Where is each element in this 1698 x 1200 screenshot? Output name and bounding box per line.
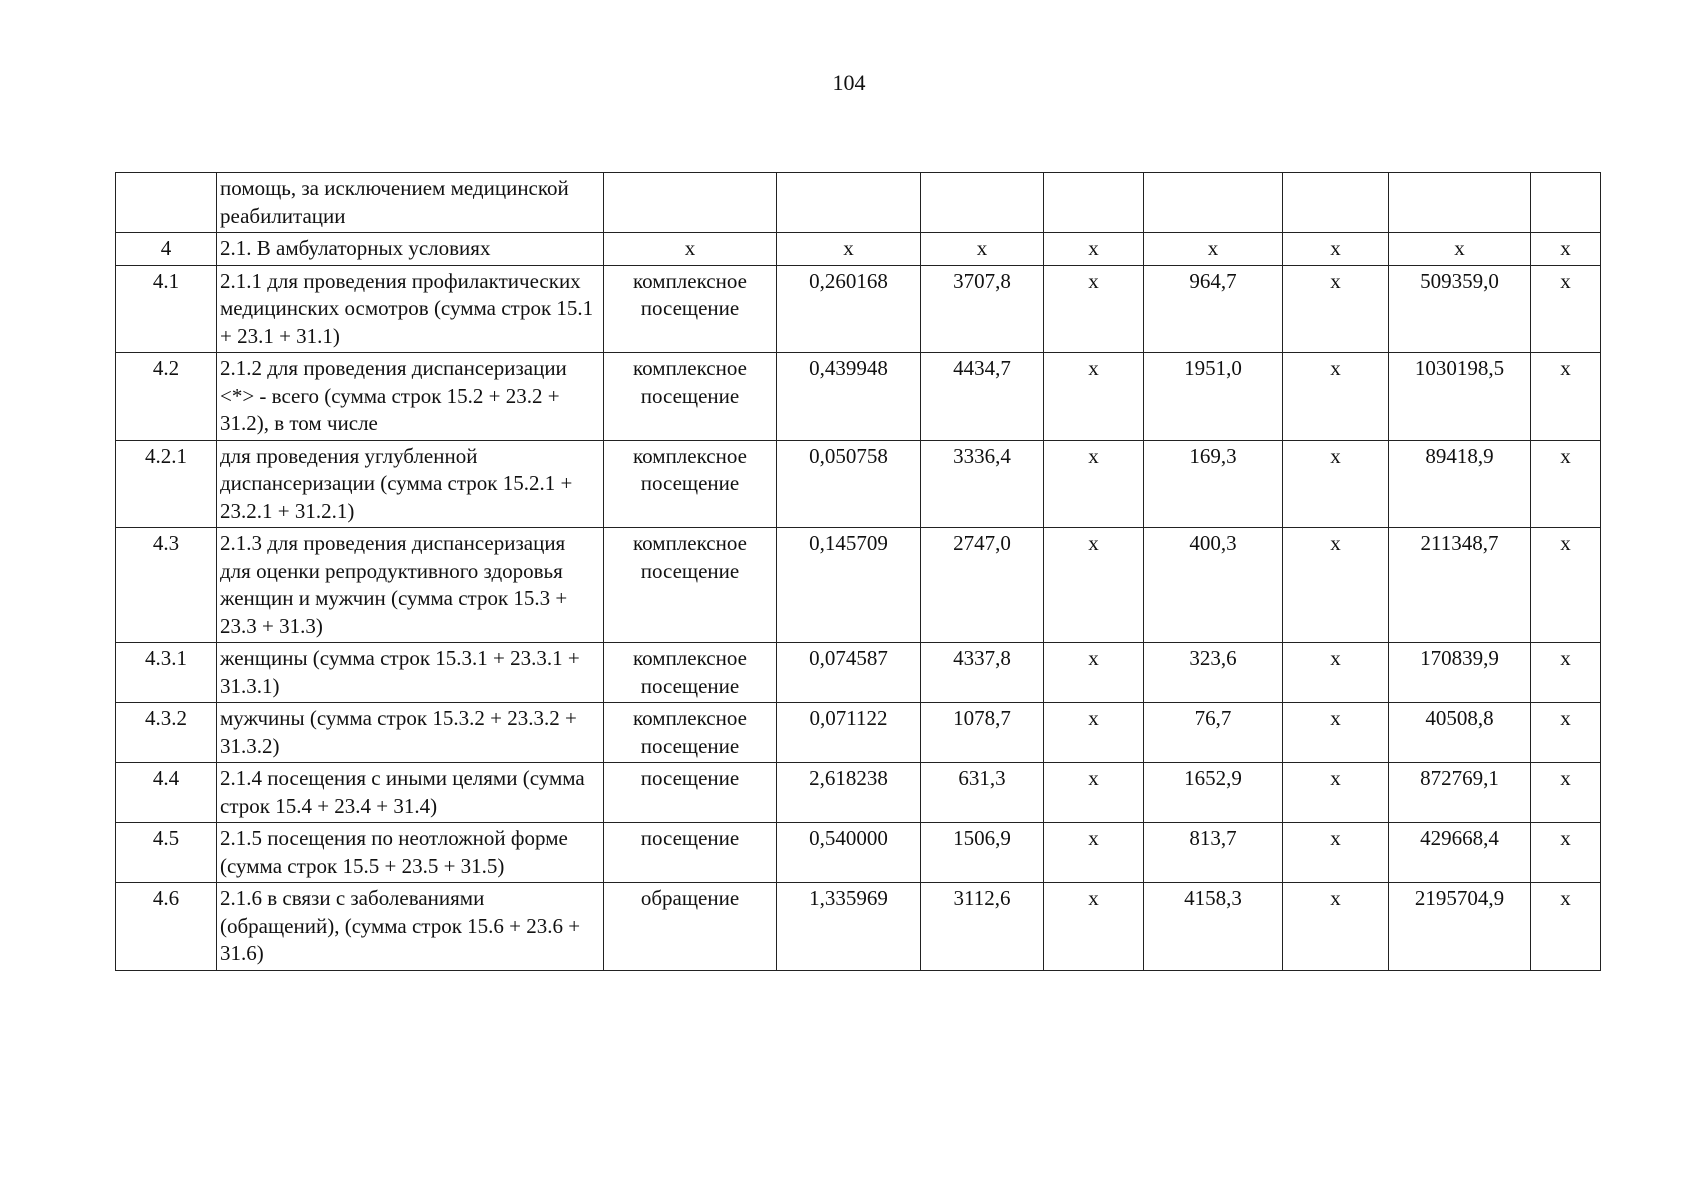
table-row xyxy=(116,703,1601,763)
value-cell-3: х xyxy=(1044,883,1144,971)
value-cell-2 xyxy=(921,173,1044,233)
unit-cell: комплексное посещение xyxy=(604,703,777,763)
value-cell-5: х xyxy=(1283,823,1389,883)
row-number-cell: 4.1 xyxy=(116,265,217,353)
value-cell-6: 509359,0 xyxy=(1389,265,1531,353)
value-cell-6: 211348,7 xyxy=(1389,528,1531,643)
value-cell-3: х xyxy=(1044,528,1144,643)
unit-cell: комплексное посещение xyxy=(604,643,777,703)
value-cell-3: х xyxy=(1044,823,1144,883)
unit-cell: х xyxy=(604,233,777,266)
value-cell-7: х xyxy=(1531,823,1601,883)
value-cell-5: х xyxy=(1283,353,1389,441)
value-cell-6: х xyxy=(1389,233,1531,266)
unit-cell: комплексное посещение xyxy=(604,528,777,643)
table-row xyxy=(116,233,1601,266)
row-number-cell xyxy=(116,173,217,233)
value-cell-5: х xyxy=(1283,643,1389,703)
unit-cell: комплексное посещение xyxy=(604,353,777,441)
row-number-cell: 4.3.2 xyxy=(116,703,217,763)
table-row xyxy=(116,643,1601,703)
value-cell-4: 4158,3 xyxy=(1144,883,1283,971)
row-number-cell: 4.6 xyxy=(116,883,217,971)
value-cell-3: х xyxy=(1044,643,1144,703)
value-cell-2: 3707,8 xyxy=(921,265,1044,353)
unit-cell: комплексное посещение xyxy=(604,440,777,528)
value-cell-4: 1652,9 xyxy=(1144,763,1283,823)
value-cell-6: 89418,9 xyxy=(1389,440,1531,528)
unit-cell: комплексное посещение xyxy=(604,265,777,353)
value-cell-1: х xyxy=(777,233,921,266)
value-cell-1: 0,050758 xyxy=(777,440,921,528)
value-cell-7: х xyxy=(1531,883,1601,971)
value-cell-2: 3112,6 xyxy=(921,883,1044,971)
row-number-cell: 4 xyxy=(116,233,217,266)
value-cell-3: х xyxy=(1044,265,1144,353)
indicator-name-cell: для проведения углубленной диспансеризации (сумма строк 15.2.1 + 23.2.1 + 31.2.1) xyxy=(217,440,604,528)
indicator-name-cell: 2.1.4 посещения с иными целями (сумма строк 15.4 + 23.4 + 31.4) xyxy=(217,763,604,823)
value-cell-2: 2747,0 xyxy=(921,528,1044,643)
indicator-name-cell: 2.1. В амбулаторных условиях xyxy=(217,233,604,266)
table-row xyxy=(116,883,1601,971)
indicator-name-cell: 2.1.1 для проведения профилактических медицинских осмотров (сумма строк 15.1 + 23.1 + 31.1) xyxy=(217,265,604,353)
row-number-cell: 4.4 xyxy=(116,763,217,823)
value-cell-1: 0,071122 xyxy=(777,703,921,763)
table-row xyxy=(116,265,1601,353)
value-cell-2: 1078,7 xyxy=(921,703,1044,763)
indicator-name-cell: 2.1.3 для проведения диспансеризация для оценки репродуктивного здоровья женщин и мужчин (сумма строк 15.3 + 23.3 + 31.3) xyxy=(217,528,604,643)
value-cell-1: 0,260168 xyxy=(777,265,921,353)
value-cell-2: х xyxy=(921,233,1044,266)
value-cell-6: 40508,8 xyxy=(1389,703,1531,763)
indicator-name-cell: помощь, за исключением медицинской реабилитации xyxy=(217,173,604,233)
value-cell-1: 0,145709 xyxy=(777,528,921,643)
value-cell-5: х xyxy=(1283,528,1389,643)
indicator-name-cell: женщины (сумма строк 15.3.1 + 23.3.1 + 31.3.1) xyxy=(217,643,604,703)
table-row xyxy=(116,173,1601,233)
unit-cell: посещение xyxy=(604,763,777,823)
value-cell-6: 2195704,9 xyxy=(1389,883,1531,971)
value-cell-2: 4337,8 xyxy=(921,643,1044,703)
value-cell-4: 169,3 xyxy=(1144,440,1283,528)
value-cell-5: х xyxy=(1283,440,1389,528)
indicator-name-cell: 2.1.6 в связи с заболеваниями (обращений), (сумма строк 15.6 + 23.6 + 31.6) xyxy=(217,883,604,971)
table-row xyxy=(116,823,1601,883)
unit-cell: обращение xyxy=(604,883,777,971)
value-cell-1: 1,335969 xyxy=(777,883,921,971)
table-body xyxy=(116,173,1601,971)
value-cell-2: 3336,4 xyxy=(921,440,1044,528)
row-number-cell: 4.3 xyxy=(116,528,217,643)
value-cell-1: 0,074587 xyxy=(777,643,921,703)
unit-cell xyxy=(604,173,777,233)
value-cell-5 xyxy=(1283,173,1389,233)
table-row xyxy=(116,528,1601,643)
value-cell-7: х xyxy=(1531,703,1601,763)
row-number-cell: 4.3.1 xyxy=(116,643,217,703)
page-number: 104 xyxy=(832,70,866,95)
value-cell-7 xyxy=(1531,173,1601,233)
value-cell-4: 964,7 xyxy=(1144,265,1283,353)
value-cell-4: х xyxy=(1144,233,1283,266)
value-cell-6: 872769,1 xyxy=(1389,763,1531,823)
value-cell-4: 400,3 xyxy=(1144,528,1283,643)
value-cell-1: 2,618238 xyxy=(777,763,921,823)
value-cell-7: х xyxy=(1531,233,1601,266)
value-cell-2: 631,3 xyxy=(921,763,1044,823)
value-cell-2: 1506,9 xyxy=(921,823,1044,883)
value-cell-3: х xyxy=(1044,233,1144,266)
row-number-cell: 4.2 xyxy=(116,353,217,441)
value-cell-6 xyxy=(1389,173,1531,233)
value-cell-4: 323,6 xyxy=(1144,643,1283,703)
value-cell-5: х xyxy=(1283,233,1389,266)
unit-cell: посещение xyxy=(604,823,777,883)
indicator-name-cell: 2.1.5 посещения по неотложной форме (сумма строк 15.5 + 23.5 + 31.5) xyxy=(217,823,604,883)
value-cell-7: х xyxy=(1531,528,1601,643)
value-cell-6: 170839,9 xyxy=(1389,643,1531,703)
value-cell-1: 0,439948 xyxy=(777,353,921,441)
table-row xyxy=(116,440,1601,528)
row-number-cell: 4.2.1 xyxy=(116,440,217,528)
indicator-name-cell: мужчины (сумма строк 15.3.2 + 23.3.2 + 31.3.2) xyxy=(217,703,604,763)
value-cell-4 xyxy=(1144,173,1283,233)
table-row xyxy=(116,763,1601,823)
value-cell-3: х xyxy=(1044,763,1144,823)
value-cell-6: 429668,4 xyxy=(1389,823,1531,883)
value-cell-5: х xyxy=(1283,265,1389,353)
indicator-name-cell: 2.1.2 для проведения диспансеризации <*> - всего (сумма строк 15.2 + 23.2 + 31.2), в том числе xyxy=(217,353,604,441)
value-cell-4: 813,7 xyxy=(1144,823,1283,883)
value-cell-7: х xyxy=(1531,353,1601,441)
value-cell-1: 0,540000 xyxy=(777,823,921,883)
value-cell-7: х xyxy=(1531,265,1601,353)
value-cell-3 xyxy=(1044,173,1144,233)
table-row xyxy=(116,353,1601,441)
value-cell-6: 1030198,5 xyxy=(1389,353,1531,441)
value-cell-3: х xyxy=(1044,703,1144,763)
value-cell-7: х xyxy=(1531,763,1601,823)
value-cell-2: 4434,7 xyxy=(921,353,1044,441)
value-cell-3: х xyxy=(1044,353,1144,441)
row-number-cell: 4.5 xyxy=(116,823,217,883)
value-cell-4: 1951,0 xyxy=(1144,353,1283,441)
data-table xyxy=(115,172,1601,971)
value-cell-7: х xyxy=(1531,643,1601,703)
value-cell-5: х xyxy=(1283,883,1389,971)
value-cell-1 xyxy=(777,173,921,233)
value-cell-7: х xyxy=(1531,440,1601,528)
value-cell-3: х xyxy=(1044,440,1144,528)
value-cell-5: х xyxy=(1283,763,1389,823)
value-cell-5: х xyxy=(1283,703,1389,763)
value-cell-4: 76,7 xyxy=(1144,703,1283,763)
